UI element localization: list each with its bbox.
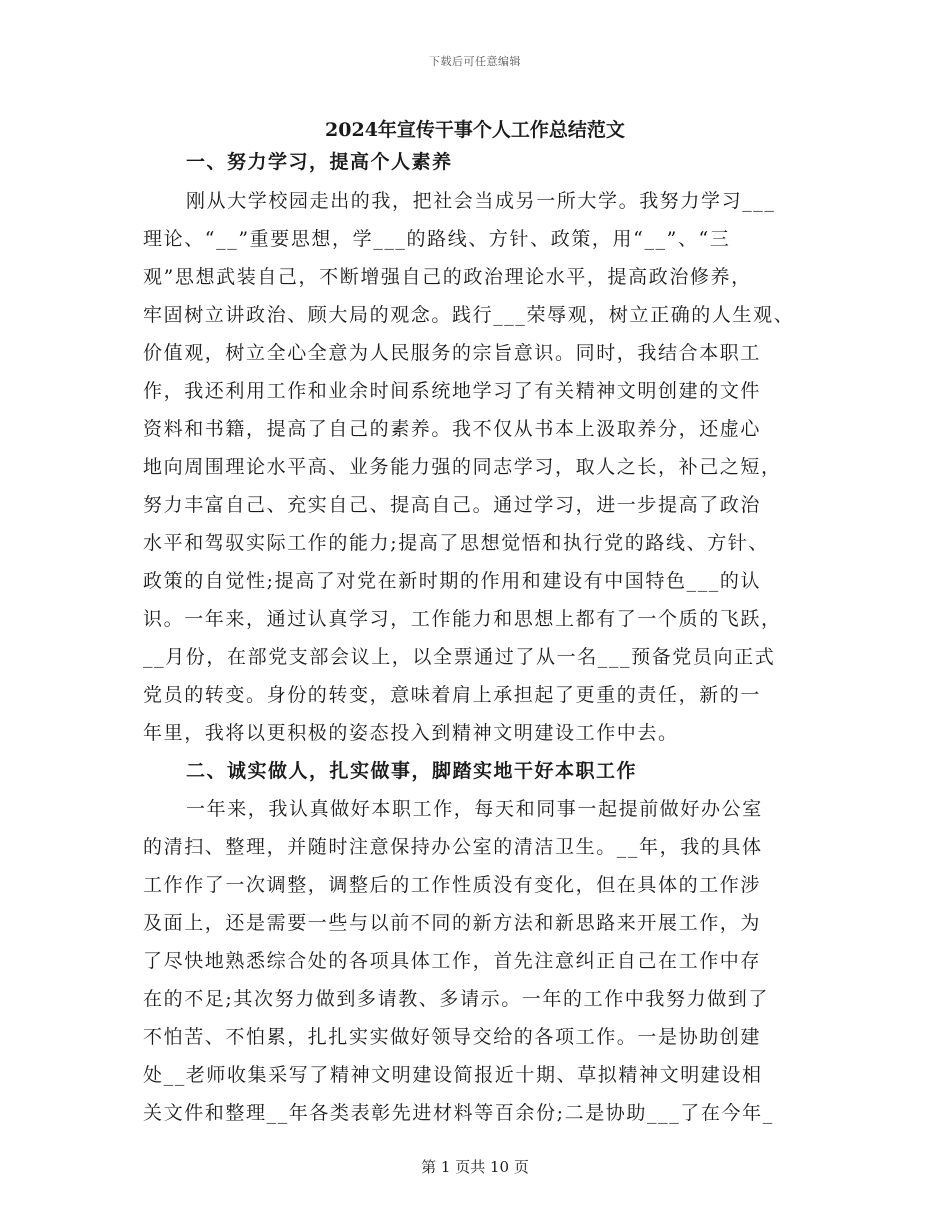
paragraph-line: 价值观，树立全心全意为人民服务的宗旨意识。同时，我结合本职工 xyxy=(143,342,762,364)
paragraph-line: 年里，我将以更积极的姿态投入到精神文明建设工作中去。 xyxy=(143,722,679,744)
paragraph-line: 识。一年来，通过认真学习，工作能力和思想上都有了一个质的飞跃， xyxy=(143,608,782,630)
paragraph-line: 关文件和整理__年各类表彰先进材料等百余份;二是协助___了在今年_ xyxy=(143,1102,774,1124)
paragraph-line: 努力丰富自己、充实自己、提高自己。通过学习，进一步提高了政治 xyxy=(143,494,762,516)
paragraph-line: 的清扫、整理，并随时注意保持办公室的清洁卫生。__年，我的具体 xyxy=(143,836,763,858)
section-heading: 二、诚实做人，扎实做事，脚踏实地干好本职工作 xyxy=(186,760,638,782)
paragraph-line: 在的不足;其次努力做到多请教、多请示。一年的工作中我努力做到了 xyxy=(143,988,770,1010)
paragraph-line: 不怕苦、不怕累，扎扎实实做好领导交给的各项工作。一是协助创建 xyxy=(143,1026,762,1048)
paragraph-line: 观”思想武装自己，不断增强自己的政治理论水平，提高政治修养， xyxy=(143,266,752,288)
paragraph-line: 了尽快地熟悉综合处的各项具体工作，首先注意纠正自己在工作中存 xyxy=(143,950,762,972)
section-heading: 一、努力学习，提高个人素养 xyxy=(186,151,453,173)
paragraph-line: 地向周围理论水平高、业务能力强的同志学习，取人之长，补己之短， xyxy=(143,456,782,478)
document-title: 2024年宣传干事个人工作总结范文 xyxy=(325,119,625,141)
page-footer: 第 1 页共 10 页 xyxy=(421,1158,529,1176)
paragraph-line: 牢固树立讲政治、顾大局的观念。践行___荣辱观，树立正确的人生观、 xyxy=(143,304,795,326)
paragraph-line: 工作作了一次调整，调整后的工作性质没有变化，但在具体的工作涉 xyxy=(143,874,762,896)
paragraph-line: 党员的转变。身份的转变，意味着肩上承担起了更重的责任，新的一 xyxy=(143,684,762,706)
paragraph-line: 及面上，还是需要一些与以前不同的新方法和新思路来开展工作，为 xyxy=(143,912,762,934)
paragraph-line: 一年来，我认真做好本职工作，每天和同事一起提前做好办公室 xyxy=(186,798,763,820)
paragraph-line: 资料和书籍，提高了自己的素养。我不仅从书本上汲取养分，还虚心 xyxy=(143,418,762,440)
paragraph-line: 刚从大学校园走出的我，把社会当成另一所大学。我努力学习___ xyxy=(186,190,776,212)
paragraph-line: 政策的自觉性;提高了对党在新时期的作用和建设有中国特色___的认 xyxy=(143,570,762,592)
paragraph-line: __月份，在部党支部会议上，以全票通过了从一名___预备党员向正式 xyxy=(143,646,776,668)
paragraph-line: 作，我还利用工作和业余时间系统地学习了有关精神文明创建的文件 xyxy=(143,380,762,402)
paragraph-line: 水平和驾驭实际工作的能力;提高了思想觉悟和执行党的路线、方针、 xyxy=(143,532,770,554)
paragraph-line: 处__老师收集采写了精神文明建设简报近十期、草拟精神文明建设相 xyxy=(143,1064,763,1086)
header-note: 下载后可任意编辑 xyxy=(429,55,521,68)
paragraph-line: 理论、“__”重要思想，学___的路线、方针、政策，用“__”、“三 xyxy=(143,228,731,250)
